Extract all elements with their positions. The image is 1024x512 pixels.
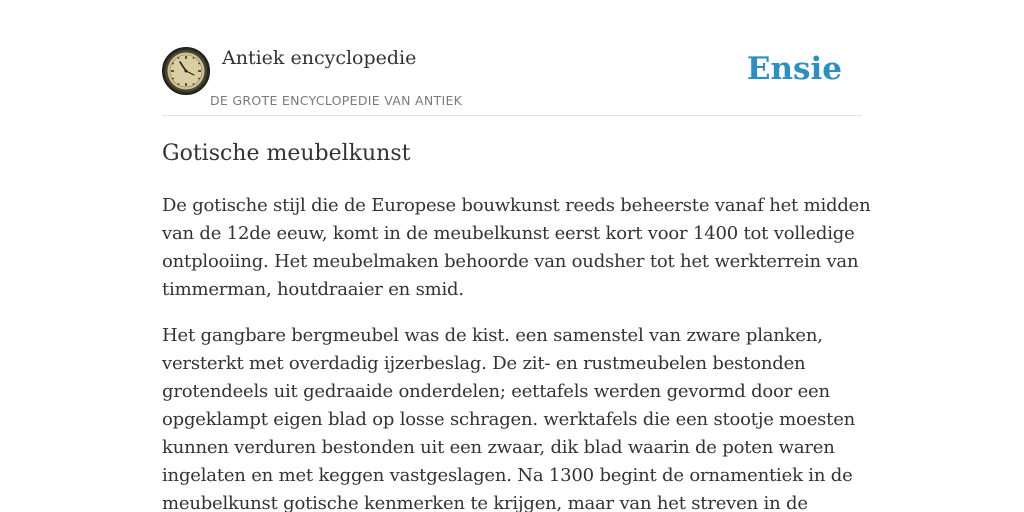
page: [162, 0, 871, 512]
site-title[interactable]: Antiek encyclopedie: [222, 47, 417, 69]
paragraph-line: De gotische stijl die de Europese bouwkunst reeds beheerste vanaf het midden: [162, 195, 871, 216]
article-body: [162, 192, 871, 512]
paragraph-line: timmerman, houtdraaier en smid.: [162, 279, 464, 300]
article-title: Gotische meubelkunst: [162, 141, 411, 166]
article-paragraph: [162, 322, 862, 512]
paragraph-line: Het gangbare bergmeubel was de kist. een samenstel van zware planken,: [162, 325, 823, 346]
paragraph-line: versterkt met overdadig ijzerbeslag. De zit- en rustmeubelen bestonden: [162, 353, 806, 374]
site-header: [162, 0, 862, 116]
paragraph-line: ontplooiing. Het meubelmaken behoorde van oudsher tot het werkterrein van: [162, 251, 859, 272]
paragraph-line: ingelaten en met keggen vastgeslagen. Na 1300 begint de ornamentiek in de: [162, 465, 853, 486]
antique-clock-icon[interactable]: [162, 47, 210, 95]
paragraph-line: van de 12de eeuw, komt in de meubelkunst eerst kort voor 1400 tot volledige: [162, 223, 855, 244]
paragraph-line: opgeklampt eigen blad op losse schragen. werktafels die een stootje moesten: [162, 409, 856, 430]
ensie-brand-link[interactable]: Ensie: [746, 51, 842, 87]
site-subtitle: DE GROTE ENCYCLOPEDIE VAN ANTIEK: [210, 93, 463, 108]
paragraph-line: kunnen verduren bestonden uit een zwaar, dik blad waarin de poten waren: [162, 437, 835, 458]
paragraph-line: grotendeels uit gedraaide onderdelen; eettafels werden gevormd door een: [162, 381, 830, 402]
paragraph-line: meubelkunst gotische kenmerken te krijgen, maar van het streven in de: [162, 493, 808, 512]
article-paragraph: [162, 192, 871, 304]
